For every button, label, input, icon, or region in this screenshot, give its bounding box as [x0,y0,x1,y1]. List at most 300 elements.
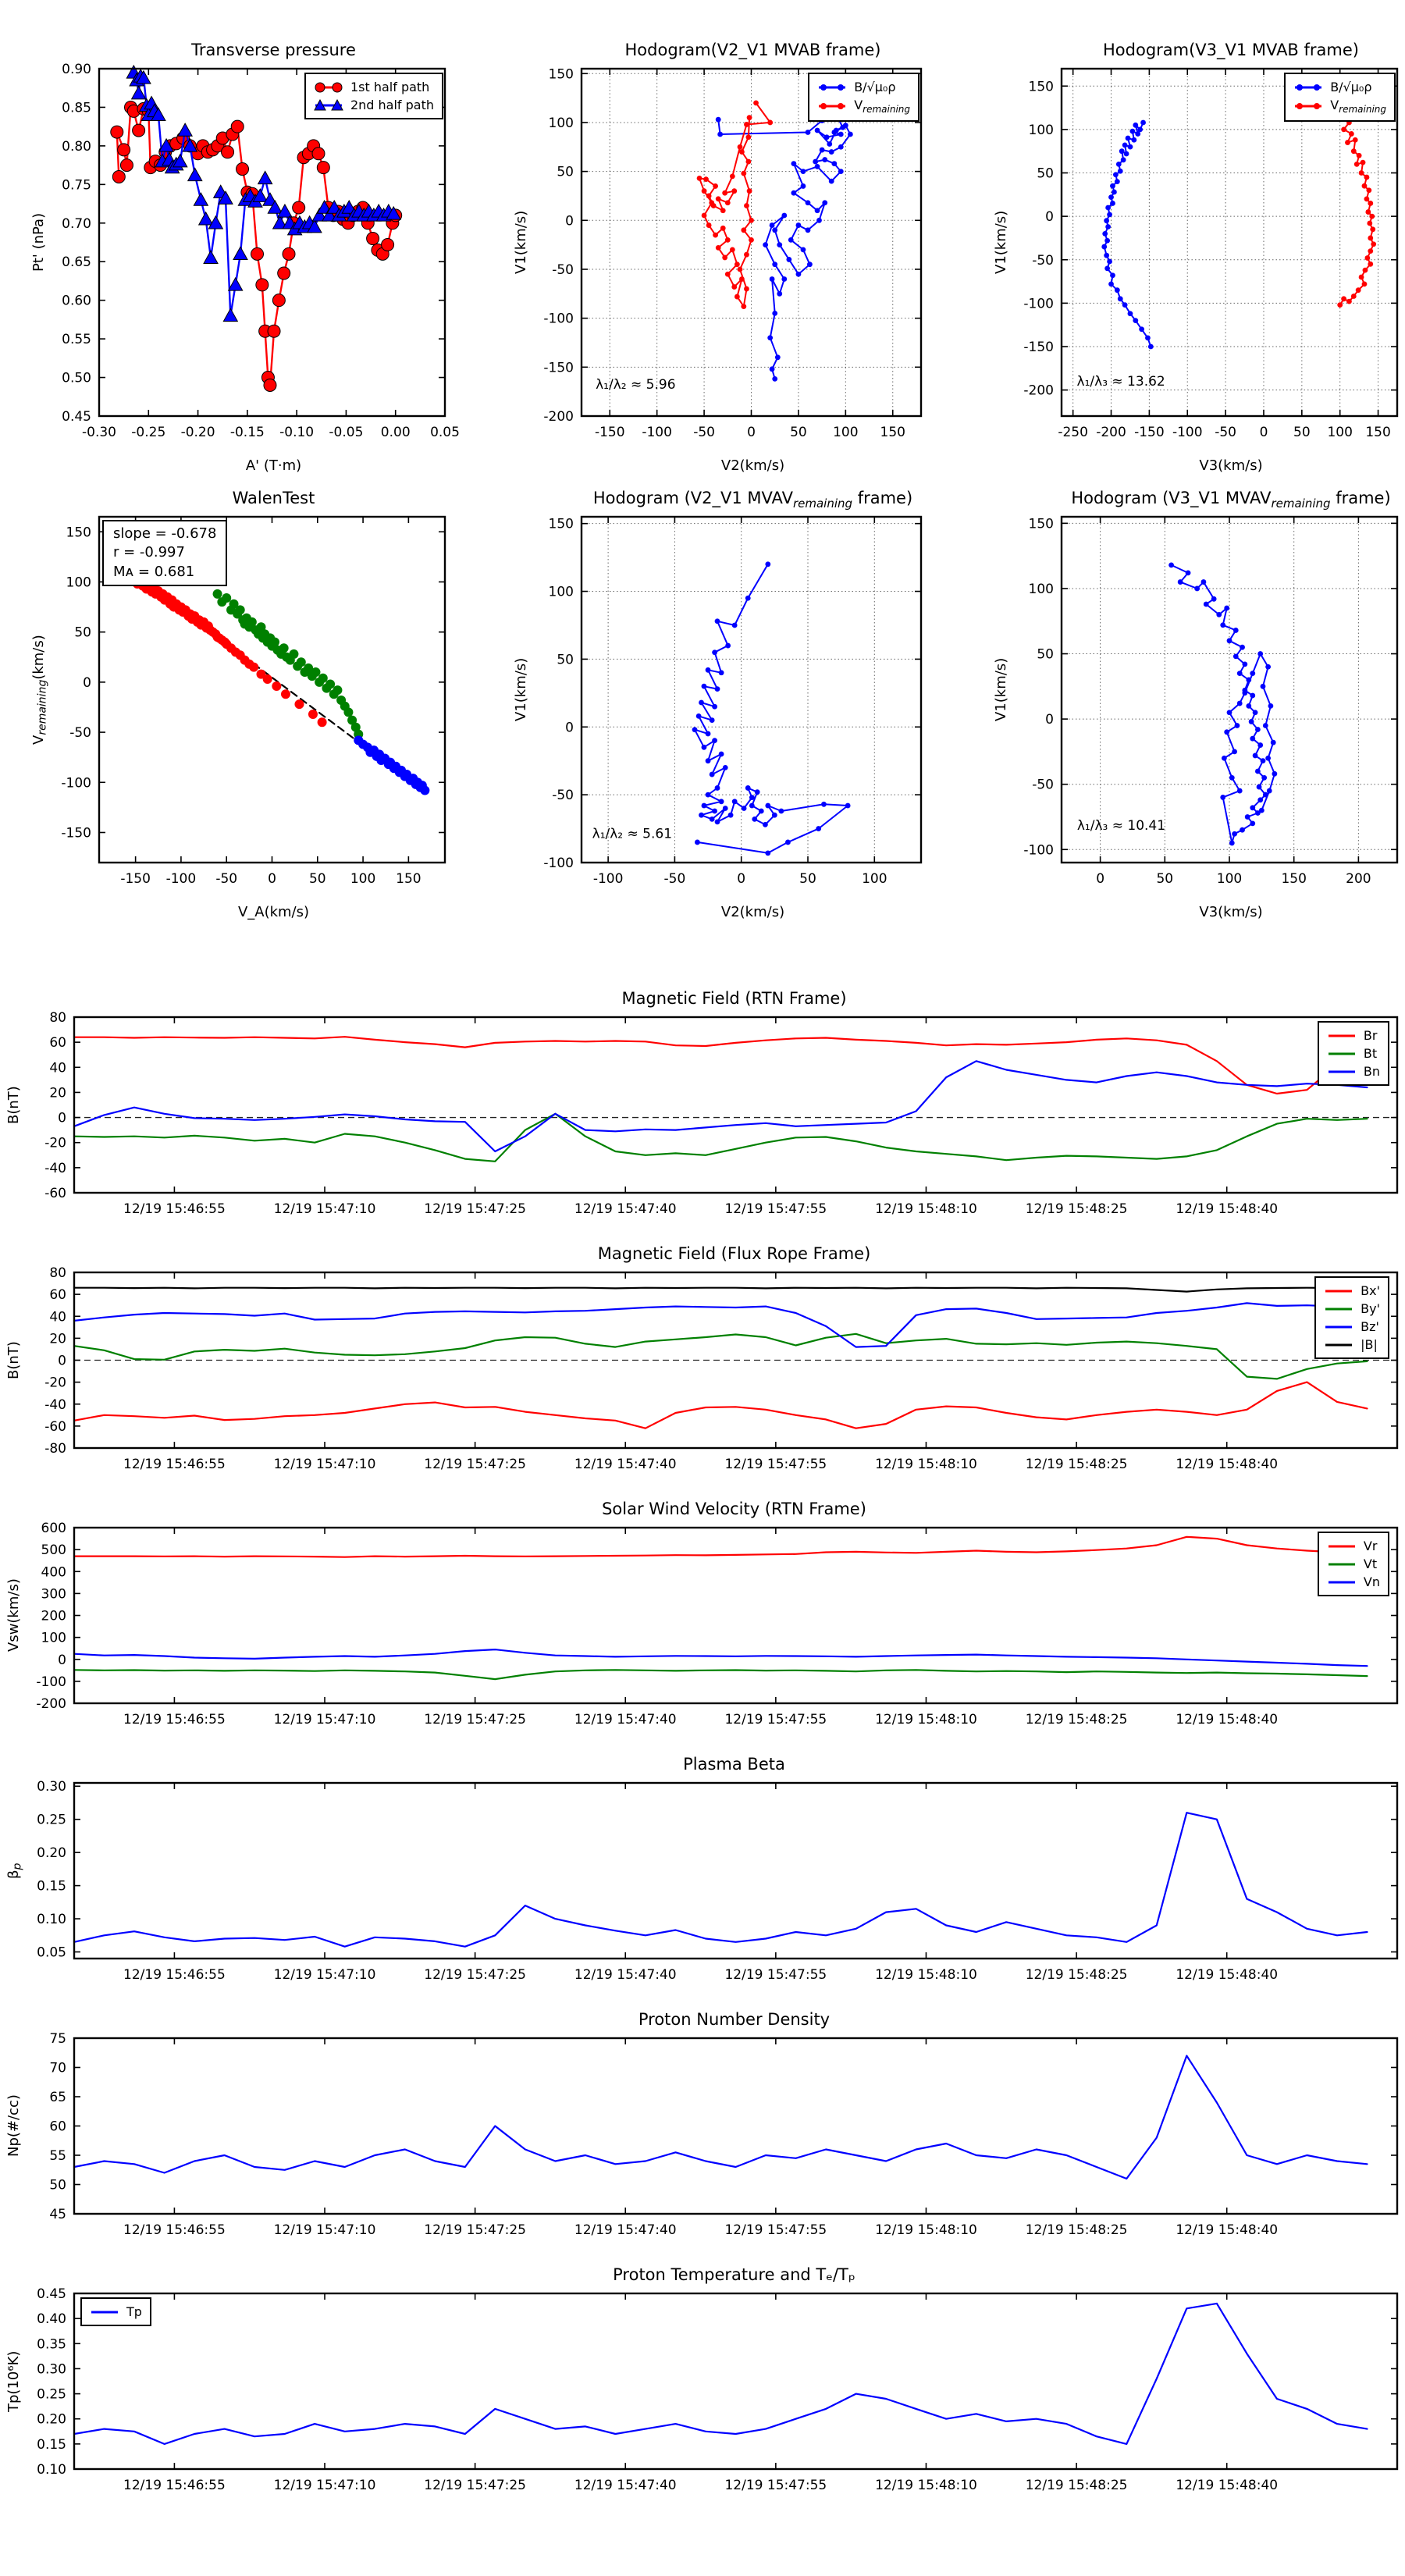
legend-label: Bx' [1361,1283,1380,1298]
data-point [1133,123,1138,128]
data-point [706,758,711,763]
legend-entry [314,96,434,114]
data-point [1345,140,1350,145]
data-point [749,803,755,809]
y-tick-label: 100 [1028,122,1054,138]
y-axis-label: B(nT) [5,1341,22,1379]
x-tick-label: 0 [747,425,756,440]
data-point [1126,136,1131,141]
data-point [710,772,715,777]
data-point [1224,729,1229,735]
data-point [1128,144,1133,150]
data-point [199,212,213,225]
x-tick-label: 12/19 15:47:55 [724,1967,827,1983]
data-point [824,134,830,140]
data-point [1366,187,1371,193]
legend-label: Bz' [1361,1319,1379,1334]
x-tick-label: 12/19 15:47:25 [424,1712,527,1727]
legend-label: Vr [1363,1539,1378,1553]
data-point [1168,562,1174,568]
x-axis-label: A' (T·m) [245,457,302,474]
x-tick-label: 150 [880,425,905,440]
y-tick-label: -50 [1032,777,1054,793]
data-point [1233,628,1239,633]
data-point [725,272,731,277]
x-tick-label: 12/19 15:47:25 [424,2478,527,2493]
x-axis-label: V_A(km/s) [237,904,310,920]
data-point [741,304,746,309]
x-tick-label: 0 [1259,425,1268,440]
data-point [223,308,237,321]
x-tick-label: 12/19 15:48:10 [875,1967,977,1983]
data-point [763,242,768,247]
y-tick-label: 0.35 [37,2336,66,2353]
data-point [1237,671,1243,676]
data-point [1110,201,1115,206]
data-point [739,276,745,282]
plot-tp [2,2261,1405,2530]
data-point [1110,183,1115,189]
data-point [1349,131,1354,137]
data-point [1365,209,1371,215]
x-tick-label: 12/19 15:48:10 [875,2478,977,2493]
x-tick-label: -200 [1096,425,1126,440]
x-tick-label: 12/19 15:47:10 [273,1201,376,1217]
y-tick-label: -60 [44,1186,66,1201]
x-tick-label: 12/19 15:47:25 [424,1201,527,1217]
legend-swatch-line-icon [1327,1540,1357,1553]
x-tick-label: 12/19 15:46:55 [123,1457,226,1472]
y-tick-label: 20 [49,1085,66,1101]
x-tick-label: -50 [663,871,686,887]
y-tick-label: 50 [74,624,91,641]
data-point [744,203,749,208]
y-tick-label: 50 [49,2177,66,2194]
x-tick-label: 50 [1293,425,1311,440]
data-point [1135,131,1140,137]
legend-entry [90,2303,142,2321]
data-point [222,593,231,603]
y-tick-label: 0.20 [37,1845,66,1862]
x-tick-label: 12/19 15:47:55 [724,2478,827,2493]
data-point [696,713,702,719]
y-tick-label: 75 [49,2031,66,2047]
data-point [838,132,844,137]
x-tick-label: 100 [1327,425,1353,440]
data-point [1122,302,1128,308]
legend-swatch-line-icon [1324,1339,1353,1351]
panel-title: Magnetic Field (Flux Rope Frame) [597,1244,871,1263]
y-tick-label: -100 [36,1674,66,1690]
data-point [759,809,764,814]
data-point [772,311,777,316]
x-tick-label: 12/19 15:46:55 [123,2478,226,2493]
legend-entry [1324,1318,1380,1336]
x-tick-label: 50 [790,425,807,440]
data-point [1257,651,1263,656]
data-point [132,87,146,99]
x-tick-label: 12/19 15:47:40 [574,2478,677,2493]
data-point [1250,736,1255,742]
data-point [813,159,818,165]
data-point [744,122,749,127]
data-point [204,251,218,263]
legend-swatch-line-icon [1327,1066,1357,1078]
legend-swatch-dot-icon [817,100,847,112]
data-point [712,809,717,814]
y-tick-label: 0.90 [62,62,91,77]
data-point [278,267,290,279]
x-tick-label: -0.10 [279,425,315,440]
axes-frame [74,1528,1397,1703]
data-point [236,605,245,614]
data-point [120,159,133,172]
axes-frame [74,2038,1397,2214]
data-point [744,286,749,292]
legend-label: B/√μ₀ρ [1330,80,1372,94]
plot-walen-test [27,484,459,923]
y-tick-label: -80 [44,1441,66,1457]
x-tick-label: 12/19 15:47:25 [424,1457,527,1472]
y-tick-label: 0.30 [37,1779,66,1795]
data-point [283,247,295,260]
x-tick-label: 12/19 15:46:55 [123,1201,226,1217]
plot-b_fr [2,1240,1405,1509]
data-point [1367,221,1372,226]
data-point [1341,126,1346,132]
data-point [1220,795,1225,800]
data-point [745,785,751,791]
y-tick-label: 0.45 [37,2286,66,2302]
y-tick-label: 0.40 [37,2311,66,2328]
legend-label: |B| [1361,1337,1378,1352]
data-point [712,738,717,743]
y-tick-label: -40 [44,1160,66,1176]
data-point [702,745,707,750]
y-axis-label: Tp(10⁶K) [5,2350,22,2412]
x-tick-label: 12/19 15:48:40 [1176,2222,1279,2238]
data-point [1357,153,1362,158]
data-point [420,786,429,795]
legend-swatch-dot-icon [1293,81,1323,94]
x-tick-label: -0.15 [229,425,265,440]
y-tick-label: -200 [1023,382,1054,399]
data-point [829,179,834,184]
y-tick-label: 0.10 [37,1912,66,1928]
panel-title: Plasma Beta [683,1755,785,1774]
panel-title: Proton Number Density [638,2010,831,2029]
data-point [1242,662,1247,667]
data-point [1362,282,1368,287]
data-point [268,325,280,337]
x-tick-label: 50 [1156,871,1174,887]
data-point [1368,236,1373,241]
annotation: λ₁/λ₂ ≈ 5.96 [596,376,676,393]
series-Br [74,1037,1368,1094]
x-tick-label: 12/19 15:47:55 [724,1712,827,1727]
data-point [1194,586,1200,592]
data-point [723,765,728,770]
legend-entry [1327,1573,1380,1591]
plot-hodogram-v3v1-mvav [990,484,1405,923]
data-point [1110,272,1115,278]
fit-stats-box [102,520,227,586]
x-tick-label: 12/19 15:48:25 [1025,1967,1128,1983]
series-Bn [74,1061,1368,1151]
data-point [838,169,844,174]
data-point [796,272,802,277]
data-point [1115,287,1120,293]
y-tick-label: 0.25 [37,1812,66,1828]
legend-entry [1327,1044,1380,1062]
data-point [706,731,711,737]
x-axis-label: V3(km/s) [1199,457,1263,474]
data-point [1131,137,1136,143]
data-point [719,799,724,804]
data-point [834,128,839,133]
x-tick-label: 12/19 15:47:40 [574,1201,677,1217]
data-point [838,144,844,150]
legend-entry [1324,1282,1380,1300]
data-point [112,170,125,183]
data-point [699,813,704,818]
data-point [1108,282,1114,287]
data-point [744,252,749,258]
data-point [281,689,290,699]
data-point [1118,296,1123,301]
y-tick-label: 150 [1028,516,1054,532]
data-point [1257,742,1263,748]
data-point [848,132,853,137]
data-point [747,115,752,120]
data-point [778,809,784,814]
data-point [1363,268,1368,273]
y-tick-label: 55 [49,2148,66,2164]
data-point [1101,244,1107,250]
data-point [843,123,848,128]
data-point [815,128,820,133]
data-point [1201,579,1207,585]
y-tick-label: 0.15 [37,2436,66,2453]
x-tick-label: 100 [833,425,859,440]
data-point [786,257,791,262]
y-tick-label: 0 [565,213,574,229]
data-point [767,120,773,126]
legend [304,73,443,119]
data-point [1250,671,1255,676]
y-tick-label: 100 [1028,581,1054,597]
x-tick-label: 150 [1281,871,1307,887]
legend-swatch-line-icon [1327,1576,1357,1589]
panel-proton-temperature [2,2261,1405,2530]
series-By' [74,1334,1368,1379]
legend-label: $V_{remaining}$ [854,98,910,116]
y-tick-label: 0.80 [62,138,91,155]
plot-transverse-pressure [27,36,459,477]
plot-title: WalenTest [232,489,315,507]
x-tick-label: -150 [120,871,151,887]
x-tick-label: -100 [592,871,624,887]
x-tick-label: 12/19 15:47:40 [574,1967,677,1983]
data-point [1139,326,1144,332]
data-point [293,201,305,214]
data-point [1119,148,1125,154]
legend [1318,1532,1389,1596]
data-point [816,826,821,831]
x-tick-label: 12/19 15:47:25 [424,1967,527,1983]
data-point [745,596,751,601]
data-point [1229,841,1235,846]
y-tick-label: -150 [543,360,574,376]
data-point [745,134,751,140]
y-tick-label: 500 [41,1542,66,1559]
x-tick-label: 12/19 15:46:55 [123,1967,226,1983]
data-point [1257,797,1263,802]
y-axis-label: V1(km/s) [993,210,1009,275]
data-point [801,169,806,174]
data-point [258,171,272,183]
legend [1284,73,1396,122]
x-tick-label: 12/19 15:48:40 [1176,1712,1279,1727]
data-point [1104,253,1109,258]
data-point [1249,719,1254,724]
data-point [845,803,851,809]
legend-entry [817,78,910,96]
x-tick-label: 12/19 15:48:10 [875,1712,977,1727]
x-tick-label: 150 [396,871,422,887]
plot-title: Hodogram(V2_V1 MVAB frame) [624,41,881,59]
y-tick-label: 0 [58,1110,66,1126]
y-tick-label: -100 [1023,842,1054,859]
y-tick-label: 40 [49,1309,66,1325]
data-point [725,237,731,243]
legend-swatch-line-icon [1324,1285,1353,1297]
data-point [820,148,825,153]
data-point [807,262,813,267]
data-point [753,100,759,105]
x-tick-label: 12/19 15:47:10 [273,1967,376,1983]
y-tick-label: -200 [543,409,574,425]
data-point [706,667,711,673]
y-tick-label: 150 [548,516,574,532]
x-tick-label: -150 [594,425,625,440]
data-point [213,589,222,599]
data-point [1263,792,1268,798]
data-point [781,276,787,282]
plot-hod_mvav_v3 [990,484,1405,923]
data-point [742,806,747,811]
data-point [1337,302,1343,308]
y-tick-label: 0.05 [37,1944,66,1961]
y-tick-label: 0.25 [37,2386,66,2403]
data-point [1240,827,1245,833]
data-point [1246,678,1251,683]
data-point [1261,758,1266,763]
data-point [767,335,773,340]
y-tick-label: 40 [49,1060,66,1076]
x-tick-label: 12/19 15:47:55 [724,1457,827,1472]
data-point [720,208,726,213]
legend-label: 1st half path [350,80,430,94]
data-point [317,162,329,174]
data-point [1271,740,1276,745]
x-tick-label: -100 [165,871,197,887]
x-tick-label: -250 [1058,425,1088,440]
y-tick-label: 50 [1037,646,1054,663]
data-point [270,638,279,647]
data-point [222,146,234,158]
data-point [731,284,737,290]
data-point [703,176,709,182]
x-tick-label: 0.05 [430,425,460,440]
plot-hodogram-v3v1-mvab [990,36,1405,477]
data-point [1354,162,1360,167]
data-point [706,222,712,228]
data-point [1227,710,1232,715]
series-Np [74,2056,1368,2179]
plot-b_rtn [2,984,1405,1254]
legend-label: Tp [126,2304,142,2319]
data-point [1124,151,1129,157]
y-tick-label: -50 [552,788,574,804]
data-point [1362,183,1368,189]
data-point [1353,137,1358,143]
x-tick-label: 12/19 15:48:40 [1176,1457,1279,1472]
data-point [229,278,243,290]
x-tick-label: 12/19 15:48:40 [1176,2478,1279,2493]
x-tick-label: 12/19 15:46:55 [123,1712,226,1727]
series-1st half path [117,107,396,385]
y-tick-label: -100 [1023,296,1054,312]
data-point [747,188,752,194]
data-point [702,803,707,809]
data-point [294,699,304,709]
data-point [272,681,281,691]
data-point [237,163,249,176]
legend-swatch-dot-icon [1293,100,1323,112]
data-point [1250,820,1255,826]
legend-entry [314,78,434,96]
data-point [720,226,726,231]
data-point [1133,318,1138,323]
y-tick-label: 80 [49,1010,66,1026]
series-Vt [74,1670,1368,1679]
data-point [311,667,320,677]
data-point [1359,170,1364,176]
x-tick-label: -100 [1172,425,1203,440]
legend-label: $V_{remaining}$ [1330,98,1386,116]
data-point [1113,172,1119,177]
data-point [233,247,247,259]
y-tick-label: 60 [49,2119,66,2135]
data-point [1261,775,1267,781]
data-point [709,200,714,205]
panel-solar-wind-velocity [2,1495,1405,1764]
y-tick-label: 0.70 [62,215,91,232]
legend-entry [1293,78,1386,96]
data-point [815,164,820,169]
data-point [264,379,276,391]
data-point [739,149,745,155]
data-point [710,817,715,822]
data-point [738,144,743,150]
data-point [772,813,777,818]
data-point [188,168,202,180]
panel-title: Magnetic Field (RTN Frame) [621,989,847,1008]
data-point [806,227,811,233]
y-tick-label: -40 [44,1397,66,1413]
y-tick-label: 300 [41,1586,66,1603]
